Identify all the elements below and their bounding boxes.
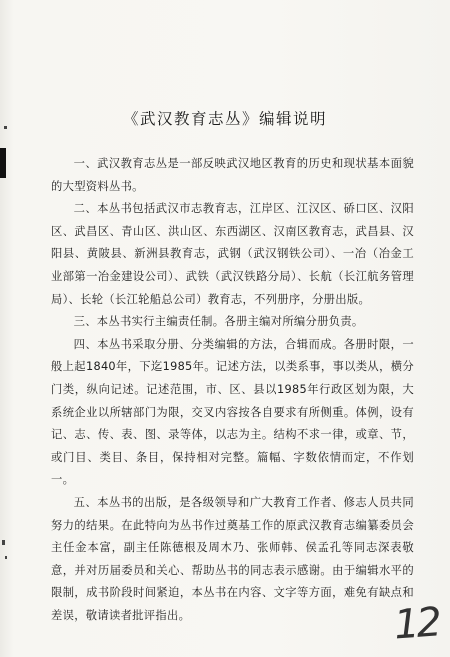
paragraph-3: 三、本丛书实行主编责任制。各册主编对所编分册负责。 — [73, 315, 364, 329]
document-title: 《武汉教育志丛》编辑说明 — [122, 110, 327, 128]
paragraph-4: 四、本丛书采取分册、分类编辑的方法，合辑而成。各册时限，一般上起1840年，下迄1985年。记述方法，以类系事，事以类从，横分门类，纵向记述。记述范围，市、区、县以1985年行政区划为限，大系统企业以所辖部门为限，交叉内容按各自要求有所侧重。体例，设有记、志、传、表、图、录等体，以志为主。结构不求一律，或章、节，或门目、类目、条目，保持相对完整。篇幅、字数依情而定，不作划一。 — [51, 337, 414, 487]
paragraph-5: 五、本丛书的出版，是各级领导和广大教育工作者、修志人员共同努力的结果。在此特向为丛书作过奠基工作的原武汉教育志编纂委员会主任金本富，副主任陈德根及周木乃、张师韩、侯孟孔等同志深表敬意，并对历届委员和关心、帮助丛书的同志表示感谢。由于编辑水平的限制，成书阶段时间紧迫，本丛书在内容、文字等方面，难免有缺点和差误，敬请读者批评指出。 — [51, 495, 414, 622]
handwritten-page-number: 12 — [392, 599, 441, 649]
binding-edge-mark — [0, 148, 6, 178]
scan-speck — [5, 556, 7, 559]
scan-speck — [2, 540, 5, 545]
document-body — [51, 153, 414, 627]
paragraph-2: 二、本丛书包括武汉市志教育志，江岸区、江汉区、硚口区、汉阳区、武昌区、青山区、洪山区、东西湖区、汉南区教育志，武昌县、汉阳县、黄陂县、新洲县教育志，武钢（武汉钢铁公司）、一冶（冶金工业部第一冶金建设公司）、武铁（武汉铁路分局）、长航（长江航务管理局）、长轮（长江轮船总公司）教育志，不列册序，分册出版。 — [51, 202, 414, 306]
paragraph-1: 一、武汉教育志丛是一部反映武汉地区教育的历史和现状基本面貌的大型资料丛书。 — [51, 157, 414, 193]
